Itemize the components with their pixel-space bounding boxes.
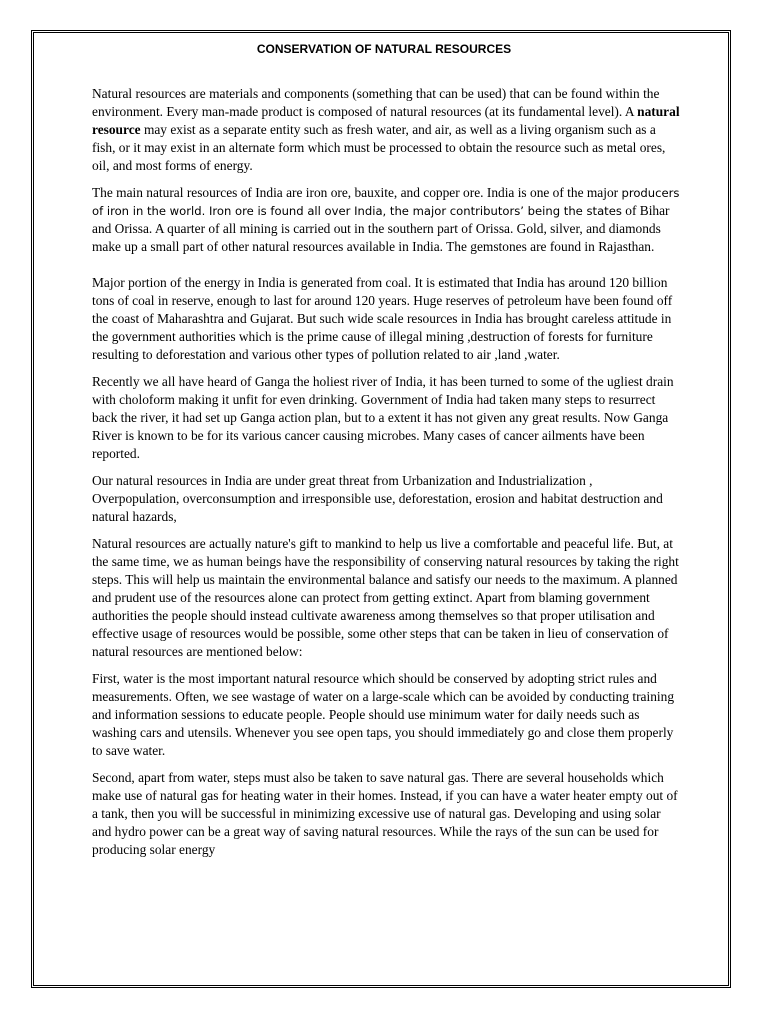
document-body: [92, 85, 680, 868]
paragraph-4: Recently we all have heard of Ganga the holiest river of India, it has been turned to some of the ugliest drain with choloform making it unfit for even drinking. Government of India had taken many steps to resurrect back the river, it had set up Ganga action plan, but to a extent it has not given any great results. Now Ganga River is known to be for its various cancer causing microbes. Many cases of cancer ailments have been reported.: [92, 374, 674, 461]
paragraph-6: Natural resources are actually nature's gift to mankind to help us live a comfortable and peaceful life. But, at the same time, we as human beings have the responsibility of conserving natural resources by taking the right steps. This will help us maintain the environmental balance and satisfy our needs to the maximum. A planned and prudent use of the resources alone can protect from getting extinct. Apart from blaming government authorities the people should instead cultivate awareness among themselves so that proper utilisation and effective usage of resources would be possible, some other steps that can be taken in lieu of conservation of natural resources are mentioned below:: [92, 536, 679, 659]
p2-text-b: producers of iron in the world. Iron ore is found all over India, the major contributors’ being the states: [92, 186, 680, 218]
p1-text-start: Natural resources are materials and components (something that can be used) that can be found within the environment. Every man-made product is composed of natural resources (at its fundamental level). A: [92, 86, 660, 119]
paragraph-1: [92, 85, 680, 175]
document-title: CONSERVATION OF NATURAL RESOURCES: [256, 42, 512, 56]
p1-text-end: may exist as a separate entity such as fresh water, and air, as well as a living organism such as a fish, or it may exist in an alternate form which must be processed to obtain the resource such as metal ores, oil, and most forms of energy.: [92, 122, 666, 173]
paragraph-7: First, water is the most important natural resource which should be conserved by adopting strict rules and measurements. Often, we see wastage of water on a large-scale which can be avoided by conducting training and information sessions to educate people. People should use minimum water for daily needs such as washing cars and utensils. Whenever you see open taps, you should immediately go and close them properly to save water.: [92, 671, 675, 758]
p2-text-a: The main natural resources of India are iron ore, bauxite, and copper ore. India is one of the major: [92, 185, 622, 200]
p2-text-c: of Bihar and Orissa. A quarter of all mining is carried out in the southern part of Orissa. Gold, silver, and diamonds make up a small part of other natural resources available in India. The gemstones are found in Rajasthan.: [92, 203, 670, 254]
paragraph-8: Second, apart from water, steps must also be taken to save natural gas. There are several households which make use of natural gas for heating water in their homes. Instead, if you can have a water heater empty out of a tank, then you will be successful in minimizing excessive use of natural gas. Developing and using solar and hydro power can be a great way of saving natural resources. While the rays of the sun can be used for producing solar energy: [92, 770, 678, 857]
p1-bold-term: natural resource: [92, 104, 680, 137]
paragraph-5: Our natural resources in India are under great threat from Urbanization and Industrialization , Overpopulation, overconsumption and irresponsible use, deforestation, erosion and habitat destruction and natural hazards,: [92, 473, 663, 524]
paragraph-3: Major portion of the energy in India is generated from coal. It is estimated that India has around 120 billion tons of coal in reserve, enough to last for around 120 years. Huge reserves of petroleum have been found off the coast of Maharashtra and Gujarat. But such wide scale resources in India has brought careless attitude in the government authorities which is the prime cause of illegal mining ,destruction of forests for furniture resulting to deforestation and various other types of pollution related to air ,land ,water.: [92, 275, 673, 362]
paragraph-2: [92, 184, 680, 256]
